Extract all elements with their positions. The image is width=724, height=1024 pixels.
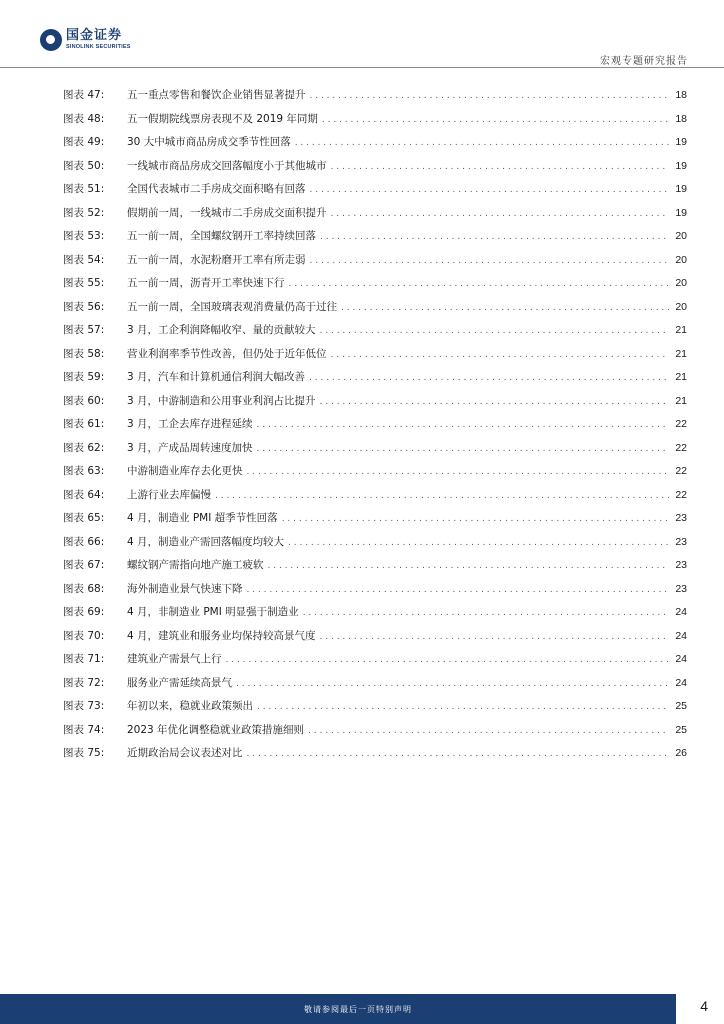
figure-list-entry[interactable] [63,463,687,487]
figure-list-entry[interactable] [63,205,687,229]
figure-title: 4 月，制造业 PMI 超季节性回落 [127,512,278,524]
figure-title: 3 月，中游制造和公用事业利润占比提升 [127,394,316,407]
dot-leader [247,467,670,477]
dot-leader [289,279,670,289]
figure-page-number: 24 [675,629,687,642]
figure-list-entry[interactable] [63,158,687,182]
figure-list-entry[interactable] [63,534,687,558]
footer-bar [0,994,676,1024]
figure-number: 图表 55: [63,277,105,289]
figure-list-entry[interactable] [63,134,687,158]
dot-leader [247,585,670,595]
figure-title: 全国代表城市二手房成交面积略有回落 [127,183,306,195]
figure-title: 4 月，非制造业 PMI 明显强于制造业 [127,606,299,618]
figure-number: 图表 53: [63,230,105,242]
figure-title: 五一前一周，全国玻璃表观消费量仍高于过往 [127,300,337,313]
figure-page-number: 21 [675,347,687,360]
figure-list-entry[interactable] [63,510,687,534]
dot-leader [236,679,669,689]
dot-leader [320,326,669,336]
figure-list-entry[interactable] [63,87,687,111]
figure-page-number: 24 [675,606,687,618]
figure-list-entry[interactable] [63,745,687,769]
dot-leader [295,138,669,148]
figure-page-number: 21 [675,324,687,336]
figure-number: 图表 74: [63,723,105,736]
figure-page-number: 22 [675,441,687,454]
dot-leader [331,350,670,360]
figure-page-number: 23 [675,559,687,571]
figure-number: 图表 70: [63,629,105,642]
logo-name-en: SINOLINK SECURITIES [66,44,131,51]
figure-title: 近期政治局会议表述对比 [127,747,243,759]
company-logo [40,29,131,51]
figure-page-number: 21 [675,371,687,383]
figure-page-number: 19 [675,136,687,148]
dot-leader [247,749,670,759]
figure-title: 五一前一周，沥青开工率快速下行 [127,277,285,289]
figure-page-number: 23 [675,535,687,548]
figure-list-entry[interactable] [63,698,687,722]
dot-leader [310,185,670,195]
figure-number: 图表 64: [63,488,105,501]
figure-list-entry[interactable] [63,393,687,417]
dot-leader [331,209,670,219]
figure-page-number: 22 [675,488,687,501]
report-type-title: 宏观专题研究报告 [600,56,688,67]
figure-title: 3 月，工企利润降幅收窄、量的贡献较大 [127,324,316,336]
figure-list-entry[interactable] [63,628,687,652]
figure-title: 营业利润率季节性改善，但仍处于近年低位 [127,347,327,360]
dot-leader [303,608,669,618]
figure-page-number: 18 [675,112,687,125]
figure-number: 图表 69: [63,606,105,618]
logo-mark-icon [40,29,62,51]
figure-list-entry[interactable] [63,675,687,699]
figure-title: 3 月，汽车和计算机通信利润大幅改善 [127,371,306,383]
figure-title: 五一假期院线票房表现不及 2019 年同期 [127,112,318,125]
dot-leader [257,702,669,712]
figure-list-entry[interactable] [63,369,687,393]
figure-list-entry[interactable] [63,111,687,135]
dot-leader [226,655,670,665]
dot-leader [309,373,669,383]
figure-title: 假期前一周，一线城市二手房成交面积提升 [127,206,327,219]
figure-title: 一线城市商品房成交回落幅度小于其他城市 [127,159,327,172]
header-divider [0,67,724,68]
figure-number: 图表 47: [63,89,105,101]
figure-list-entry[interactable] [63,581,687,605]
logo-name-cn: 国金证券 [66,28,123,44]
figure-number: 图表 56: [63,300,105,313]
figure-page-number: 20 [675,253,687,266]
figure-number: 图表 48: [63,112,105,125]
figure-page-number: 20 [675,230,687,242]
figure-number: 图表 59: [63,371,105,383]
dot-leader [341,303,669,313]
figure-list-entry[interactable] [63,252,687,276]
figure-title: 中游制造业库存去化更快 [127,465,243,477]
figure-page-number: 24 [675,676,687,689]
figure-number: 图表 65: [63,512,105,524]
figure-number: 图表 66: [63,535,105,548]
figure-title: 30 大中城市商品房成交季节性回落 [127,136,291,148]
dot-leader [320,397,669,407]
figure-number: 图表 49: [63,136,105,148]
figure-number: 图表 54: [63,253,105,266]
dot-leader [310,91,670,101]
figure-page-number: 19 [675,183,687,195]
figure-page-number: 23 [675,582,687,595]
dot-leader [257,444,669,454]
footer-disclaimer-note: 敬请参阅最后一页特别声明 [304,1004,412,1014]
figure-number: 图表 67: [63,559,105,571]
figure-list-entry[interactable] [63,487,687,511]
figure-title: 五一重点零售和餐饮企业销售显著提升 [127,89,306,101]
figure-number: 图表 50: [63,159,105,172]
dot-leader [320,232,669,242]
figure-title: 五一前一周，全国螺纹钢开工率持续回落 [127,230,316,242]
figure-title: 4 月，制造业产需回落幅度均较大 [127,535,285,548]
figure-page-number: 24 [675,653,687,665]
figure-page-number: 22 [675,465,687,477]
figure-list-entry[interactable] [63,416,687,440]
figure-number: 图表 71: [63,653,105,665]
dot-leader [320,632,669,642]
figure-page-number: 19 [675,206,687,219]
figure-list-entry[interactable] [63,322,687,346]
figure-title: 五一前一周，水泥粉磨开工率有所走弱 [127,253,306,266]
figure-number: 图表 72: [63,676,105,689]
figure-page-number: 19 [675,159,687,172]
figure-title: 年初以来，稳就业政策频出 [127,700,253,712]
figure-page-number: 21 [675,394,687,407]
dot-leader [282,514,669,524]
figure-number: 图表 58: [63,347,105,360]
figure-title: 3 月，产成品周转速度加快 [127,441,253,454]
figure-list-entry[interactable] [63,299,687,323]
figure-page-number: 22 [675,418,687,430]
figure-title: 2023 年优化调整稳就业政策措施细则 [127,723,305,736]
figure-list-entry[interactable] [63,346,687,370]
figure-title: 海外制造业景气快速下降 [127,582,243,595]
logo-text [66,29,131,51]
dot-leader [215,491,669,501]
figure-list [63,87,687,769]
figure-title: 服务业产需延续高景气 [127,676,232,689]
figure-page-number: 18 [675,89,687,101]
figure-list-entry[interactable] [63,722,687,746]
page-number: 4 [700,998,708,1014]
figure-title: 4 月，建筑业和服务业均保持较高景气度 [127,629,316,642]
figure-number: 图表 62: [63,441,105,454]
figure-number: 图表 51: [63,183,105,195]
figure-number: 图表 63: [63,465,105,477]
figure-list-entry[interactable] [63,557,687,581]
dot-leader [331,162,670,172]
figure-number: 图表 75: [63,747,105,759]
dot-leader [308,726,669,736]
figure-page-number: 26 [675,747,687,759]
figure-list-entry[interactable] [63,275,687,299]
figure-number: 图表 57: [63,324,105,336]
dot-leader [310,256,670,266]
figure-number: 图表 60: [63,394,105,407]
figure-list-entry[interactable] [63,651,687,675]
dot-leader [322,115,669,125]
figure-list-entry[interactable] [63,181,687,205]
figure-page-number: 23 [675,512,687,524]
figure-number: 图表 68: [63,582,105,595]
figure-title: 3 月，工企去库存进程延续 [127,418,253,430]
figure-page-number: 20 [675,277,687,289]
figure-title: 螺纹钢产需指向地产施工疲软 [127,559,264,571]
figure-list-entry[interactable] [63,440,687,464]
figure-number: 图表 52: [63,206,105,219]
figure-page-number: 25 [675,723,687,736]
figure-title: 上游行业去库偏慢 [127,488,211,501]
dot-leader [288,538,669,548]
figure-list-entry[interactable] [63,228,687,252]
figure-page-number: 25 [675,700,687,712]
figure-page-number: 20 [675,300,687,313]
figure-list-entry[interactable] [63,604,687,628]
dot-leader [257,420,669,430]
dot-leader [268,561,670,571]
figure-title: 建筑业产需景气上行 [127,653,222,665]
figure-number: 图表 73: [63,700,105,712]
figure-number: 图表 61: [63,418,105,430]
